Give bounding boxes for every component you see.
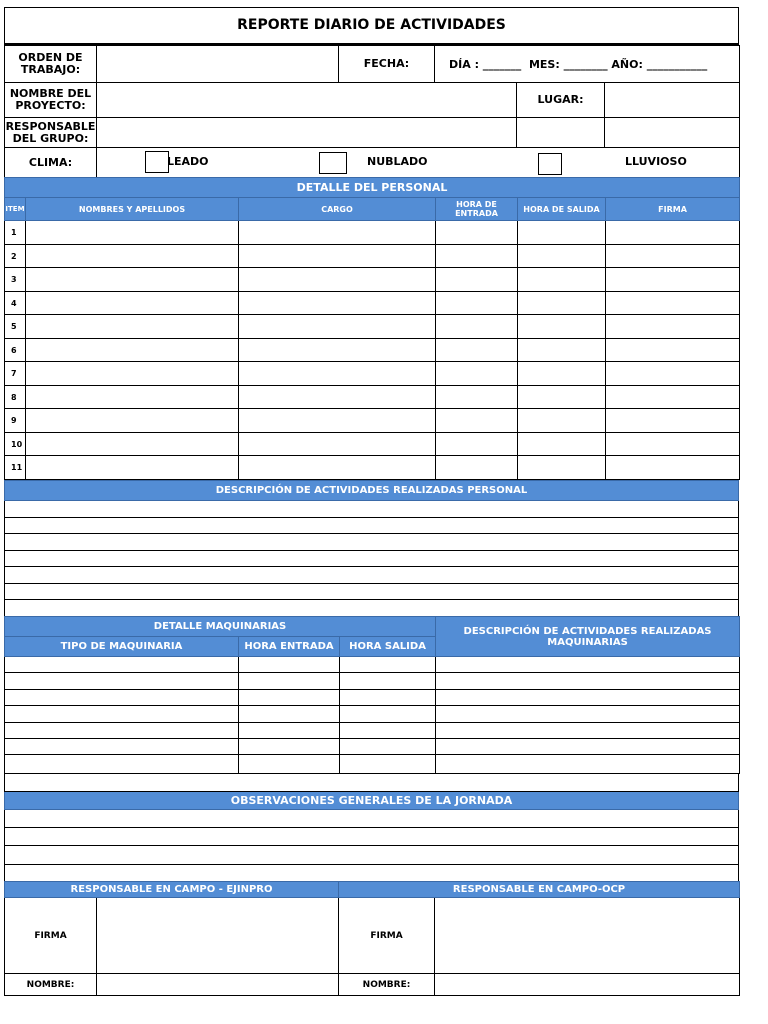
descripcion-line[interactable]	[5, 534, 739, 551]
row-cargo[interactable]	[239, 433, 436, 456]
row-cargo[interactable]	[239, 221, 436, 245]
row-hora-salida[interactable]	[518, 456, 606, 480]
table-row	[5, 673, 740, 690]
descripcion-personal-table	[4, 480, 739, 617]
col-firma: FIRMA	[606, 198, 740, 221]
lugar-label: LUGAR:	[517, 83, 605, 118]
col-hora-entrada: HORA DE ENTRADA	[436, 198, 518, 221]
row-cargo[interactable]	[239, 245, 436, 268]
row-hora-salida[interactable]	[518, 268, 606, 292]
row-firma[interactable]	[606, 292, 740, 315]
row-nombres[interactable]	[26, 339, 239, 362]
table-row	[5, 739, 740, 755]
row-hora-entrada[interactable]	[436, 339, 518, 362]
row-firma[interactable]	[606, 409, 740, 433]
responsable-extra-1[interactable]	[517, 118, 605, 148]
row-hora-salida-maq[interactable]	[340, 690, 436, 706]
orden-field[interactable]	[97, 46, 339, 83]
row-tipo-maquinaria[interactable]	[5, 706, 239, 723]
row-firma[interactable]	[606, 268, 740, 292]
clima-option-lluvioso: LLUVIOSO	[625, 155, 687, 168]
responsable-field[interactable]	[97, 118, 517, 148]
table-row	[5, 690, 740, 706]
nombre-right-field[interactable]	[435, 974, 740, 996]
row-cargo[interactable]	[239, 292, 436, 315]
clima-checkbox-soleado[interactable]	[145, 151, 169, 173]
row-hora-salida[interactable]	[518, 292, 606, 315]
row-firma[interactable]	[606, 315, 740, 339]
descripcion-line[interactable]	[5, 518, 739, 534]
row-hora-salida-maq[interactable]	[340, 673, 436, 690]
row-hora-salida[interactable]	[518, 362, 606, 386]
row-descripcion-maq[interactable]	[436, 723, 740, 739]
proyecto-label: NOMBRE DEL PROYECTO:	[5, 83, 97, 118]
descripcion-personal-title: DESCRIPCIÓN DE ACTIVIDADES REALIZADAS PERSONAL	[5, 481, 739, 501]
clima-checkbox-nublado[interactable]	[319, 152, 347, 174]
col-hora-salida: HORA DE SALIDA	[518, 198, 606, 221]
row-descripcion-maq[interactable]	[436, 706, 740, 723]
descripcion-line[interactable]	[5, 584, 739, 600]
firma-left-field[interactable]	[97, 898, 339, 974]
table-row	[5, 386, 740, 409]
row-descripcion-maq[interactable]	[436, 657, 740, 673]
clima-label: CLIMA:	[5, 148, 97, 178]
row-cargo[interactable]	[239, 268, 436, 292]
clima-option-nublado: NUBLADO	[367, 155, 428, 168]
row-hora-salida[interactable]	[518, 409, 606, 433]
maquinarias-title: DETALLE MAQUINARIAS	[5, 617, 436, 637]
row-descripcion-maq[interactable]	[436, 690, 740, 706]
row-firma[interactable]	[606, 433, 740, 456]
row-descripcion-maq[interactable]	[436, 673, 740, 690]
title-table	[4, 7, 739, 45]
firma-right-title: RESPONSABLE EN CAMPO-OCP	[339, 882, 740, 898]
page-title: REPORTE DIARIO DE ACTIVIDADES	[5, 8, 739, 44]
row-hora-entrada[interactable]	[436, 409, 518, 433]
table-row	[5, 221, 740, 245]
row-item-number: 11	[5, 456, 26, 480]
row-hora-entrada[interactable]	[436, 456, 518, 480]
nombre-right-label: NOMBRE:	[339, 974, 435, 996]
row-item-number: 10	[5, 433, 26, 456]
personal-rows	[5, 221, 740, 480]
row-hora-salida-maq[interactable]	[340, 723, 436, 739]
lugar-field[interactable]	[605, 83, 740, 118]
row-firma[interactable]	[606, 245, 740, 268]
row-nombres[interactable]	[26, 292, 239, 315]
row-item-number: 1	[5, 221, 26, 245]
row-hora-entrada[interactable]	[436, 268, 518, 292]
clima-option-soleado: LEADO	[167, 155, 209, 168]
row-nombres[interactable]	[26, 315, 239, 339]
descripcion-line[interactable]	[5, 567, 739, 584]
col-hora-salida-maq: HORA SALIDA	[340, 637, 436, 657]
row-hora-salida-maq[interactable]	[340, 739, 436, 755]
row-tipo-maquinaria[interactable]	[5, 723, 239, 739]
table-row	[5, 245, 740, 268]
table-row	[5, 657, 740, 673]
nombre-left-field[interactable]	[97, 974, 339, 996]
row-hora-entrada[interactable]	[436, 433, 518, 456]
row-item-number: 4	[5, 292, 26, 315]
observaciones-line[interactable]	[5, 810, 739, 828]
col-tipo-maquinaria: TIPO DE MAQUINARIA	[5, 637, 239, 657]
row-item-number: 3	[5, 268, 26, 292]
row-nombres[interactable]	[26, 221, 239, 245]
row-firma[interactable]	[606, 386, 740, 409]
row-hora-entrada[interactable]	[436, 245, 518, 268]
fecha-field[interactable]: DÍA : _______ MES: ________ AÑO: ___________	[435, 46, 740, 83]
table-row	[5, 339, 740, 362]
row-hora-entrada-maq[interactable]	[239, 706, 340, 723]
row-item-number: 9	[5, 409, 26, 433]
row-nombres[interactable]	[26, 362, 239, 386]
maquinarias-descripcion-title: DESCRIPCIÓN DE ACTIVIDADES REALIZADAS MAQUINARIAS	[436, 617, 740, 657]
row-nombres[interactable]	[26, 409, 239, 433]
row-hora-entrada-maq[interactable]	[239, 723, 340, 739]
table-row	[5, 268, 740, 292]
row-cargo[interactable]	[239, 456, 436, 480]
observaciones-line[interactable]	[5, 828, 739, 846]
table-row	[5, 456, 740, 480]
observaciones-line[interactable]	[5, 865, 739, 883]
personal-section-title: DETALLE DEL PERSONAL	[5, 178, 740, 198]
clima-table	[4, 147, 740, 178]
row-descripcion-maq[interactable]	[436, 739, 740, 755]
row-hora-salida-maq[interactable]	[340, 755, 436, 774]
row-hora-salida[interactable]	[518, 315, 606, 339]
maquinarias-rows	[5, 657, 740, 774]
row-nombres[interactable]	[26, 268, 239, 292]
row-cargo[interactable]	[239, 386, 436, 409]
responsable-extra-2[interactable]	[605, 118, 740, 148]
row-hora-salida[interactable]	[518, 339, 606, 362]
row-firma[interactable]	[606, 339, 740, 362]
row-hora-salida[interactable]	[518, 245, 606, 268]
firmas-table	[4, 881, 740, 996]
row-nombres[interactable]	[26, 456, 239, 480]
row-firma[interactable]	[606, 456, 740, 480]
col-item: ITEM	[5, 198, 26, 221]
row-hora-entrada-maq[interactable]	[239, 657, 340, 673]
maquinarias-table	[4, 616, 740, 774]
row-hora-entrada-maq[interactable]	[239, 673, 340, 690]
observaciones-table	[4, 773, 739, 883]
proyecto-field[interactable]	[97, 83, 517, 118]
descripcion-line[interactable]	[5, 551, 739, 567]
row-item-number: 8	[5, 386, 26, 409]
table-row	[5, 409, 740, 433]
table-row	[5, 755, 740, 774]
row-tipo-maquinaria[interactable]	[5, 657, 239, 673]
row-cargo[interactable]	[239, 362, 436, 386]
row-cargo[interactable]	[239, 339, 436, 362]
orden-label: ORDEN DE TRABAJO:	[5, 46, 97, 83]
row-item-number: 6	[5, 339, 26, 362]
row-firma[interactable]	[606, 362, 740, 386]
table-row	[5, 706, 740, 723]
firma-left-label: FIRMA	[5, 898, 97, 974]
row-hora-entrada[interactable]	[436, 386, 518, 409]
row-hora-entrada-maq[interactable]	[239, 690, 340, 706]
row-item-number: 5	[5, 315, 26, 339]
row-tipo-maquinaria[interactable]	[5, 673, 239, 690]
table-row	[5, 292, 740, 315]
fecha-label: FECHA:	[339, 46, 435, 83]
descripcion-line[interactable]	[5, 501, 739, 518]
descripcion-line[interactable]	[5, 600, 739, 617]
clima-options	[97, 148, 740, 178]
col-cargo: CARGO	[239, 198, 436, 221]
observaciones-title: OBSERVACIONES GENERALES DE LA JORNADA	[5, 792, 739, 810]
row-firma[interactable]	[606, 221, 740, 245]
row-hora-salida-maq[interactable]	[340, 706, 436, 723]
col-nombres: NOMBRES Y APELLIDOS	[26, 198, 239, 221]
row-cargo[interactable]	[239, 315, 436, 339]
row-hora-salida[interactable]	[518, 221, 606, 245]
header-table	[4, 45, 740, 148]
row-nombres[interactable]	[26, 245, 239, 268]
row-hora-salida[interactable]	[518, 433, 606, 456]
row-tipo-maquinaria[interactable]	[5, 755, 239, 774]
firma-right-label: FIRMA	[339, 898, 435, 974]
firma-left-title: RESPONSABLE EN CAMPO - EJINPRO	[5, 882, 339, 898]
row-tipo-maquinaria[interactable]	[5, 690, 239, 706]
row-hora-entrada-maq[interactable]	[239, 755, 340, 774]
table-row	[5, 362, 740, 386]
observaciones-line[interactable]	[5, 846, 739, 865]
row-item-number: 7	[5, 362, 26, 386]
responsable-label: RESPONSABLE DEL GRUPO:	[5, 118, 97, 148]
personal-table	[4, 177, 740, 480]
row-hora-entrada-maq[interactable]	[239, 739, 340, 755]
row-hora-salida-maq[interactable]	[340, 657, 436, 673]
firma-right-field[interactable]	[435, 898, 740, 974]
col-hora-entrada-maq: HORA ENTRADA	[239, 637, 340, 657]
row-tipo-maquinaria[interactable]	[5, 739, 239, 755]
row-hora-salida[interactable]	[518, 386, 606, 409]
table-row	[5, 315, 740, 339]
table-row	[5, 433, 740, 456]
table-row	[5, 723, 740, 739]
row-nombres[interactable]	[26, 433, 239, 456]
observaciones-spacer	[5, 774, 739, 792]
row-descripcion-maq[interactable]	[436, 755, 740, 774]
row-hora-entrada[interactable]	[436, 221, 518, 245]
clima-checkbox-lluvioso[interactable]	[538, 153, 562, 175]
row-hora-entrada[interactable]	[436, 315, 518, 339]
row-hora-entrada[interactable]	[436, 292, 518, 315]
row-item-number: 2	[5, 245, 26, 268]
row-nombres[interactable]	[26, 386, 239, 409]
nombre-left-label: NOMBRE:	[5, 974, 97, 996]
row-cargo[interactable]	[239, 409, 436, 433]
row-hora-entrada[interactable]	[436, 362, 518, 386]
